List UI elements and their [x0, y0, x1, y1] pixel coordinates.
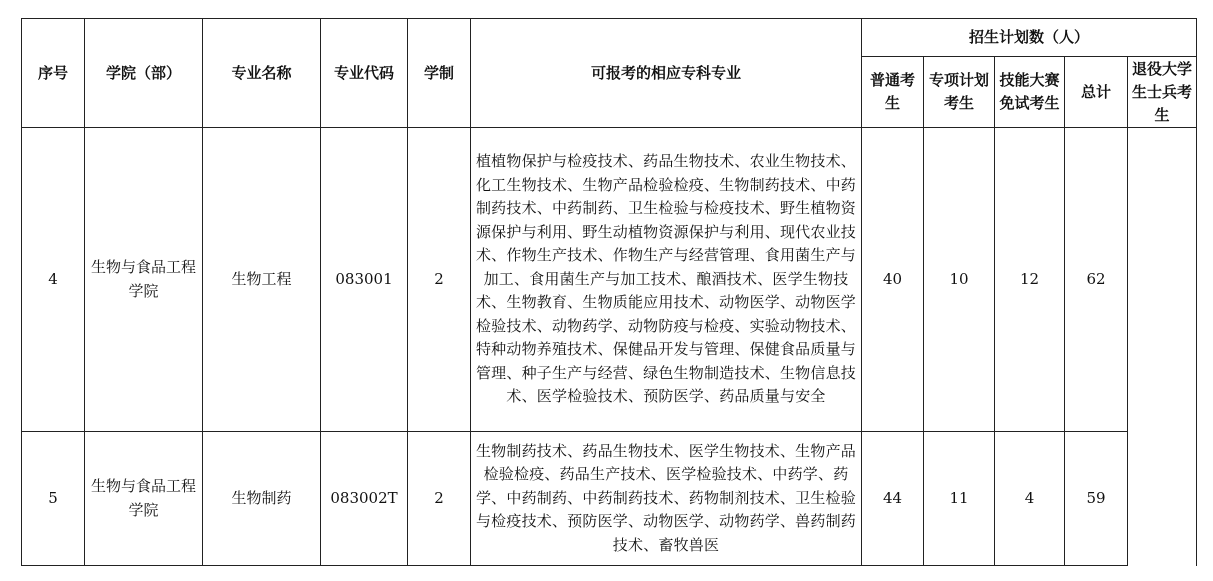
cell-college: 生物与食品工程学院 [85, 128, 203, 432]
cell-major-code: 083002T [321, 432, 408, 566]
cell-skills: 4 [995, 432, 1065, 566]
table-row [22, 128, 1197, 432]
header-skills: 技能大赛免试考生 [995, 57, 1065, 128]
header-total: 总计 [1065, 57, 1128, 128]
cell-duration: 2 [408, 432, 471, 566]
cell-regular: 40 [862, 128, 924, 432]
cell-seq: 5 [22, 432, 85, 566]
cell-total: 59 [1065, 432, 1128, 566]
table-row [22, 432, 1197, 566]
header-related-majors: 可报考的相应专科专业 [471, 19, 862, 128]
cell-seq: 4 [22, 128, 85, 432]
header-veterans: 退役大学生士兵考生 [1128, 57, 1197, 128]
cell-special: 11 [924, 432, 995, 566]
cell-major-name: 生物制药 [203, 432, 321, 566]
header-special: 专项计划考生 [924, 57, 995, 128]
cell-duration: 2 [408, 128, 471, 432]
cell-related-majors: 生物制药技术、药品生物技术、医学生物技术、生物产品检验检疫、药品生产技术、医学检验技术、中药学、药学、中药制药、中药制药技术、药物制剂技术、卫生检验与检疫技术、预防医学、动物医学、动物药学、兽药制药技术、畜牧兽医 [471, 432, 862, 566]
cell-total: 62 [1065, 128, 1128, 432]
header-major-name: 专业名称 [203, 19, 321, 128]
cell-related-majors: 植植物保护与检疫技术、药品生物技术、农业生物技术、化工生物技术、生物产品检验检疫、生物制药技术、中药制药技术、中药制药、卫生检验与检疫技术、野生植物资源保护与利用、野生动植物资源保护与利用、现代农业技术、作物生产技术、作物生产与经营管理、食用菌生产与加工、食用菌生产与加工技术、酿酒技术、医学生物技术、生物教育、生物质能应用技术、动物医学、动物医学检验技术、动物药学、动物防疫与检疫、实验动物技术、特种动物养殖技术、保健品开发与管理、保健食品质量与管理、种子生产与经营、绿色生物制造技术、生物信息技术、医学检验技术、预防医学、药品质量与安全 [471, 128, 862, 432]
cell-major-name: 生物工程 [203, 128, 321, 432]
cell-veterans [1128, 128, 1197, 566]
cell-regular: 44 [862, 432, 924, 566]
cell-college: 生物与食品工程学院 [85, 432, 203, 566]
enrollment-plan-table [21, 18, 1197, 566]
header-seq: 序号 [22, 19, 85, 128]
cell-special: 10 [924, 128, 995, 432]
header-duration: 学制 [408, 19, 471, 128]
cell-major-code: 083001 [321, 128, 408, 432]
header-major-code: 专业代码 [321, 19, 408, 128]
header-regular: 普通考生 [862, 57, 924, 128]
cell-skills: 12 [995, 128, 1065, 432]
header-college: 学院（部） [85, 19, 203, 128]
header-plan-group: 招生计划数（人） [862, 19, 1197, 57]
